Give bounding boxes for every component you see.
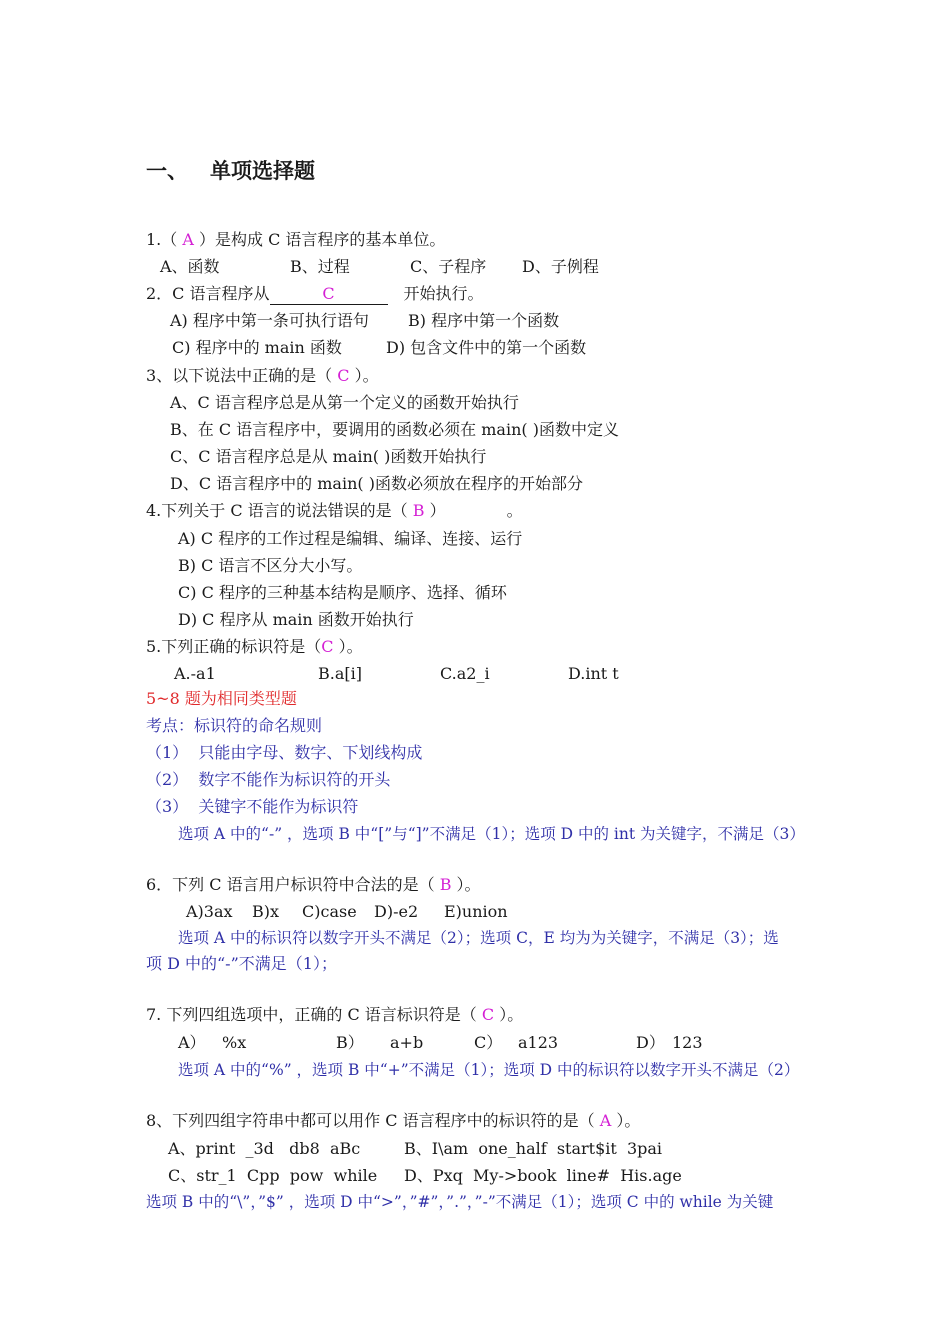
q5-prefix: 5.下列正确的标识符是（ (146, 637, 322, 656)
q4-prefix: 4.下列关于 C 语言的说法错误的是（ (146, 501, 413, 520)
q6-option-e: E)union (444, 902, 508, 921)
q5-answer: C (321, 637, 334, 656)
q3-option-c: C、C 语言程序总是从 main( )函数开始执行 (170, 447, 487, 466)
q3-option-b: B、在 C 语言程序中，要调用的函数必须在 main( )函数中定义 (170, 420, 619, 439)
q4-option-c: C) C 程序的三种基本结构是顺序、选择、循环 (178, 583, 507, 602)
q4-option-b: B) C 语言不区分大小写。 (178, 556, 363, 575)
q2-option-a: A) 程序中第一条可执行语句 (170, 311, 369, 330)
q3-answer: C (337, 366, 350, 385)
section-number: 一、 (146, 159, 188, 183)
q2-option-b: B) 程序中第一个函数 (408, 311, 560, 330)
q1-prefix: 1.（ (146, 230, 183, 249)
q8-explanation: 选项 B 中的“\”，”$” ，选项 D 中“>”，”#”，”.”，”-”不满足（1）；选项 C 中的 while 为关键 (146, 1193, 774, 1211)
note-rule-1: （1） 只能由字母、数字、下划线构成 (146, 743, 423, 762)
q6-option-d: D)-e2 (374, 902, 419, 921)
q7-label-a: A） (178, 1033, 206, 1052)
q7-stem: ）。 (494, 1005, 524, 1024)
question-7 (146, 1005, 523, 1025)
note-rule-3: （3） 关键字不能作为标识符 (146, 797, 359, 816)
question-2 (146, 284, 484, 305)
q6-prefix: 6．下列 C 语言用户标识符中合法的是（ (146, 875, 440, 894)
q5-stem: ）。 (333, 637, 363, 656)
q6-explanation-line-2: 项 D 中的“-”不满足（1）； (146, 954, 337, 973)
q5-option-b: B.a[i] (318, 664, 362, 683)
question-5 (146, 637, 363, 657)
section-title: 单项选择题 (210, 159, 315, 183)
q6-stem: ）。 (451, 875, 481, 894)
question-8 (146, 1111, 640, 1131)
q6-option-b: B)x (252, 902, 280, 921)
q7-option-a: %x (222, 1033, 247, 1052)
q1-option-a: A、函数 (160, 257, 220, 276)
q7-option-c: a123 (518, 1033, 559, 1052)
question-1 (146, 230, 445, 250)
note-rule-2: （2） 数字不能作为标识符的开头 (146, 770, 391, 789)
q2-option-d: D) 包含文件中的第一个函数 (386, 338, 587, 357)
q8-prefix: 8、下列四组字符串中都可以用作 C 语言程序中的标识符的是（ (146, 1111, 600, 1130)
q6-option-a: A)3ax (186, 902, 233, 921)
q3-option-a: A、C 语言程序总是从第一个定义的函数开始执行 (170, 393, 519, 412)
q8-option-c: C、str_1 Cpp pow while (168, 1166, 378, 1185)
q2-prefix: 2．C 语言程序从 (146, 284, 270, 303)
q8-option-d: D、Pxq My->book line# His.age (404, 1166, 682, 1185)
q4-option-a: A) C 程序的工作过程是编辑、编译、连接、运行 (178, 529, 523, 548)
q8-option-a: A、print _3d db8 aBc (168, 1139, 361, 1158)
q5-option-a: A.-a1 (174, 664, 216, 683)
q5-option-d: D.int t (568, 664, 619, 683)
question-4 (146, 501, 523, 521)
q4-option-d: D) C 程序从 main 函数开始执行 (178, 610, 414, 629)
q3-stem: ）。 (349, 366, 379, 385)
q2-answer: C (322, 284, 335, 303)
q3-option-d: D、C 语言程序中的 main( )函数必须放在程序的开始部分 (170, 474, 583, 493)
q2-option-c: C) 程序中的 main 函数 (172, 338, 342, 357)
note-group: 5~8 题为相同类型题 (146, 689, 297, 708)
q7-label-c: C） (474, 1033, 503, 1052)
q7-option-d: 123 (672, 1033, 703, 1052)
q2-stem: 开始执行。 (403, 284, 484, 303)
q8-answer: A (599, 1111, 612, 1130)
q4-stem: ） 。 (424, 501, 523, 520)
q5-explanation: 选项 A 中的“-” ，选项 B 中“[”与“]”不满足（1）；选项 D 中的 int 为关键字，不满足（3） (178, 825, 805, 843)
q1-answer: A (182, 230, 194, 249)
q8-option-b: B、I\am one_half start$it 3pai (404, 1139, 663, 1158)
q6-explanation-line-1: 选项 A 中的标识符以数字开头不满足（2）；选项 C，E 均为为关键字，不满足（3）；选 (178, 929, 779, 947)
q4-answer: B (412, 501, 425, 520)
q7-explanation: 选项 A 中的“%” ，选项 B 中“+”不满足（1）；选项 D 中的标识符以数字开头不满足（2） (178, 1061, 800, 1079)
q7-label-b: B） (336, 1033, 364, 1052)
note-topic: 考点：标识符的命名规则 (146, 716, 323, 735)
q1-option-c: C、子程序 (410, 257, 487, 276)
q6-option-c: C)case (302, 902, 357, 921)
question-6 (146, 875, 481, 895)
q6-answer: B (439, 875, 452, 894)
q7-prefix: 7. 下列四组选项中，正确的 C 语言标识符是（ (146, 1005, 482, 1024)
q8-stem: ）。 (611, 1111, 641, 1130)
q7-answer: C (481, 1005, 495, 1024)
q7-option-b: a+b (390, 1033, 424, 1052)
q1-option-d: D、子例程 (522, 257, 599, 276)
question-3 (146, 366, 379, 386)
q1-stem: ）是构成 C 语言程序的基本单位。 (193, 230, 446, 249)
q7-label-d: D） (636, 1033, 665, 1052)
q3-prefix: 3、以下说法中正确的是（ (146, 366, 338, 385)
q1-option-b: B、过程 (290, 257, 350, 276)
q5-option-c: C.a2_i (440, 664, 490, 683)
